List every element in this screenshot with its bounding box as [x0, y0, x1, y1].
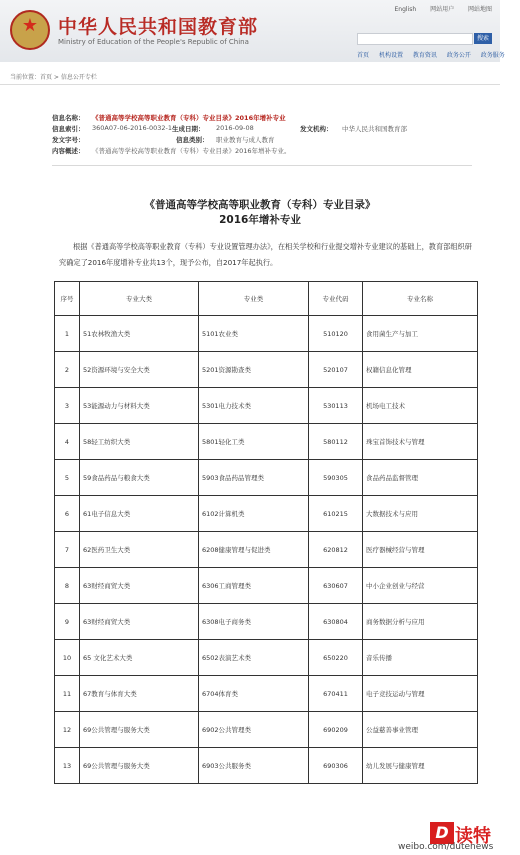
cell-code: 510120 — [309, 316, 363, 352]
cell-code: 630804 — [309, 604, 363, 640]
main-nav — [357, 50, 513, 59]
cell-major: 音乐传播 — [363, 640, 478, 676]
table-row — [55, 388, 478, 424]
meta-index-value: 360A07-06-2016-0032-1 — [92, 124, 172, 132]
nav-item-public[interactable]: 政务公开 — [446, 52, 471, 59]
cell-major: 机场电工技术 — [363, 388, 478, 424]
cell-category: 59食品药品与粮食大类 — [80, 460, 199, 496]
meta-summary-value: 《普通高等学校高等职业教育（专科）专业目录》2016年增补专业。 — [92, 147, 291, 155]
cell-major: 食品药品监督管理 — [363, 460, 478, 496]
meta-date-label: 生成日期： — [172, 125, 205, 133]
cell-major: 大数据技术与应用 — [363, 496, 478, 532]
document-subtitle: 2016年增补专业 — [219, 214, 301, 226]
cell-major: 商务数据分析与应用 — [363, 604, 478, 640]
cell-subcategory: 5101农业类 — [199, 316, 309, 352]
cell-code: 690209 — [309, 712, 363, 748]
cell-subcategory: 6208健康管理与促进类 — [199, 532, 309, 568]
cell-major: 中小企业创业与经营 — [363, 568, 478, 604]
cell-subcategory: 5301电力技术类 — [199, 388, 309, 424]
search-button[interactable]: 搜索 — [474, 33, 492, 44]
cell-no: 2 — [55, 352, 80, 388]
majors-table — [54, 281, 478, 784]
cell-subcategory: 5801轻化工类 — [199, 424, 309, 460]
cell-category: 65 文化艺术大类 — [80, 640, 199, 676]
cell-no: 7 — [55, 532, 80, 568]
cell-subcategory: 6903公共服务类 — [199, 748, 309, 784]
cell-category: 58轻工纺织大类 — [80, 424, 199, 460]
meta-divider — [52, 165, 472, 166]
national-emblem-icon: ★ — [10, 10, 50, 50]
cell-subcategory: 6704体育类 — [199, 676, 309, 712]
cell-code: 630607 — [309, 568, 363, 604]
breadcrumb-bar — [0, 70, 500, 85]
site-title: 中华人民共和国教育部 — [58, 16, 259, 38]
cell-category: 63财经商贸大类 — [80, 604, 199, 640]
cell-no: 4 — [55, 424, 80, 460]
nav-item-service[interactable]: 政务服务 — [480, 52, 505, 59]
cell-major: 电子竞技运动与管理 — [363, 676, 478, 712]
meta-org-value: 中华人民共和国教育部 — [342, 125, 407, 133]
cell-major: 公益慈善事业管理 — [363, 712, 478, 748]
cell-no: 6 — [55, 496, 80, 532]
col-header-major: 专业名称 — [363, 282, 478, 316]
nav-item-news[interactable]: 教育资讯 — [412, 52, 437, 59]
cell-code: 690306 — [309, 748, 363, 784]
meta-name-value: 《普通高等学校高等职业教育（专科）专业目录》2016年增补专业 — [92, 114, 286, 122]
cell-code: 590305 — [309, 460, 363, 496]
col-header-code: 专业代码 — [309, 282, 363, 316]
meta-summary-label: 内容概述： — [52, 147, 85, 155]
cell-subcategory: 6308电子商务类 — [199, 604, 309, 640]
meta-docno-label: 发文字号： — [52, 136, 85, 144]
cell-category: 67教育与体育大类 — [80, 676, 199, 712]
cell-category: 62医药卫生大类 — [80, 532, 199, 568]
cell-major: 食用菌生产与加工 — [363, 316, 478, 352]
site-subtitle: Ministry of Education of the People's Republic of China — [58, 38, 249, 46]
nav-item-org[interactable]: 机构设置 — [378, 52, 403, 59]
search-input[interactable] — [357, 33, 473, 45]
table-header-row — [55, 282, 478, 316]
meta-category-label: 信息类别： — [176, 136, 209, 144]
cell-no: 9 — [55, 604, 80, 640]
table-row — [55, 712, 478, 748]
watermark-url: weibo.com/dutenews — [398, 842, 494, 852]
cell-category: 69公共管理与服务大类 — [80, 712, 199, 748]
sitemap-link[interactable]: 网站地图 — [467, 6, 492, 13]
watermark-text: 读特 — [455, 826, 491, 847]
user-link[interactable]: 网站用户 — [430, 6, 456, 13]
cell-no: 13 — [55, 748, 80, 784]
cell-no: 5 — [55, 460, 80, 496]
cell-code: 620812 — [309, 532, 363, 568]
table-row — [55, 532, 478, 568]
cell-code: 650220 — [309, 640, 363, 676]
table-row — [55, 748, 478, 784]
cell-category: 52资源环境与安全大类 — [80, 352, 199, 388]
cell-code: 580112 — [309, 424, 363, 460]
table-row — [55, 424, 478, 460]
cell-category: 63财经商贸大类 — [80, 568, 199, 604]
cell-major: 珠宝首饰技术与管理 — [363, 424, 478, 460]
col-header-category: 专业大类 — [80, 282, 199, 316]
col-header-subcategory: 专业类 — [199, 282, 309, 316]
table-row — [55, 604, 478, 640]
table-row — [55, 352, 478, 388]
site-header — [0, 0, 505, 62]
cell-code: 520107 — [309, 352, 363, 388]
cell-subcategory: 6306工商管理类 — [199, 568, 309, 604]
cell-major: 幼儿发展与健康管理 — [363, 748, 478, 784]
cell-no: 3 — [55, 388, 80, 424]
document-meta — [52, 113, 472, 157]
cell-major: 权籍信息化管理 — [363, 352, 478, 388]
cell-major: 医疗器械经营与管理 — [363, 532, 478, 568]
breadcrumb[interactable]: 当前位置：首页 > 信息公开专栏 — [10, 74, 97, 81]
document-title: 《普通高等学校高等职业教育（专科）专业目录》 — [144, 199, 376, 211]
cell-no: 1 — [55, 316, 80, 352]
cell-no: 10 — [55, 640, 80, 676]
cell-no: 8 — [55, 568, 80, 604]
cell-code: 610215 — [309, 496, 363, 532]
cell-category: 51农林牧渔大类 — [80, 316, 199, 352]
dute-logo-icon: D — [430, 822, 454, 844]
cell-subcategory: 5903食品药品管理类 — [199, 460, 309, 496]
table-row — [55, 568, 478, 604]
meta-index-label: 信息索引： — [52, 125, 85, 133]
cell-subcategory: 6102计算机类 — [199, 496, 309, 532]
table-row — [55, 496, 478, 532]
cell-category: 53能源动力与材料大类 — [80, 388, 199, 424]
nav-item-home[interactable]: 首页 — [357, 52, 370, 59]
cell-subcategory: 6902公共管理类 — [199, 712, 309, 748]
cell-subcategory: 6502表演艺术类 — [199, 640, 309, 676]
meta-date-value: 2016-09-08 — [216, 124, 254, 132]
cell-no: 12 — [55, 712, 80, 748]
cell-no: 11 — [55, 676, 80, 712]
top-links — [382, 4, 492, 13]
meta-category-value: 职业教育与成人教育 — [216, 136, 275, 144]
table-row — [55, 676, 478, 712]
cell-subcategory: 5201资源勘查类 — [199, 352, 309, 388]
cell-code: 670411 — [309, 676, 363, 712]
cell-category: 69公共管理与服务大类 — [80, 748, 199, 784]
meta-org-label: 发文机构： — [300, 125, 333, 133]
table-row — [55, 460, 478, 496]
col-header-no: 序号 — [55, 282, 80, 316]
cell-code: 530113 — [309, 388, 363, 424]
cell-category: 61电子信息大类 — [80, 496, 199, 532]
meta-name-label: 信息名称： — [52, 114, 85, 122]
table-row — [55, 316, 478, 352]
table-row — [55, 640, 478, 676]
english-link[interactable]: English — [394, 6, 417, 13]
document-paragraph: 根据《普通高等学校高等职业教育（专科）专业设置管理办法》，在相关学校和行业提交增补专业建议的基础上，教育部组织研究确定了2016年度增补专业共13个，现予公布，自2017年起执行。 — [59, 242, 472, 267]
